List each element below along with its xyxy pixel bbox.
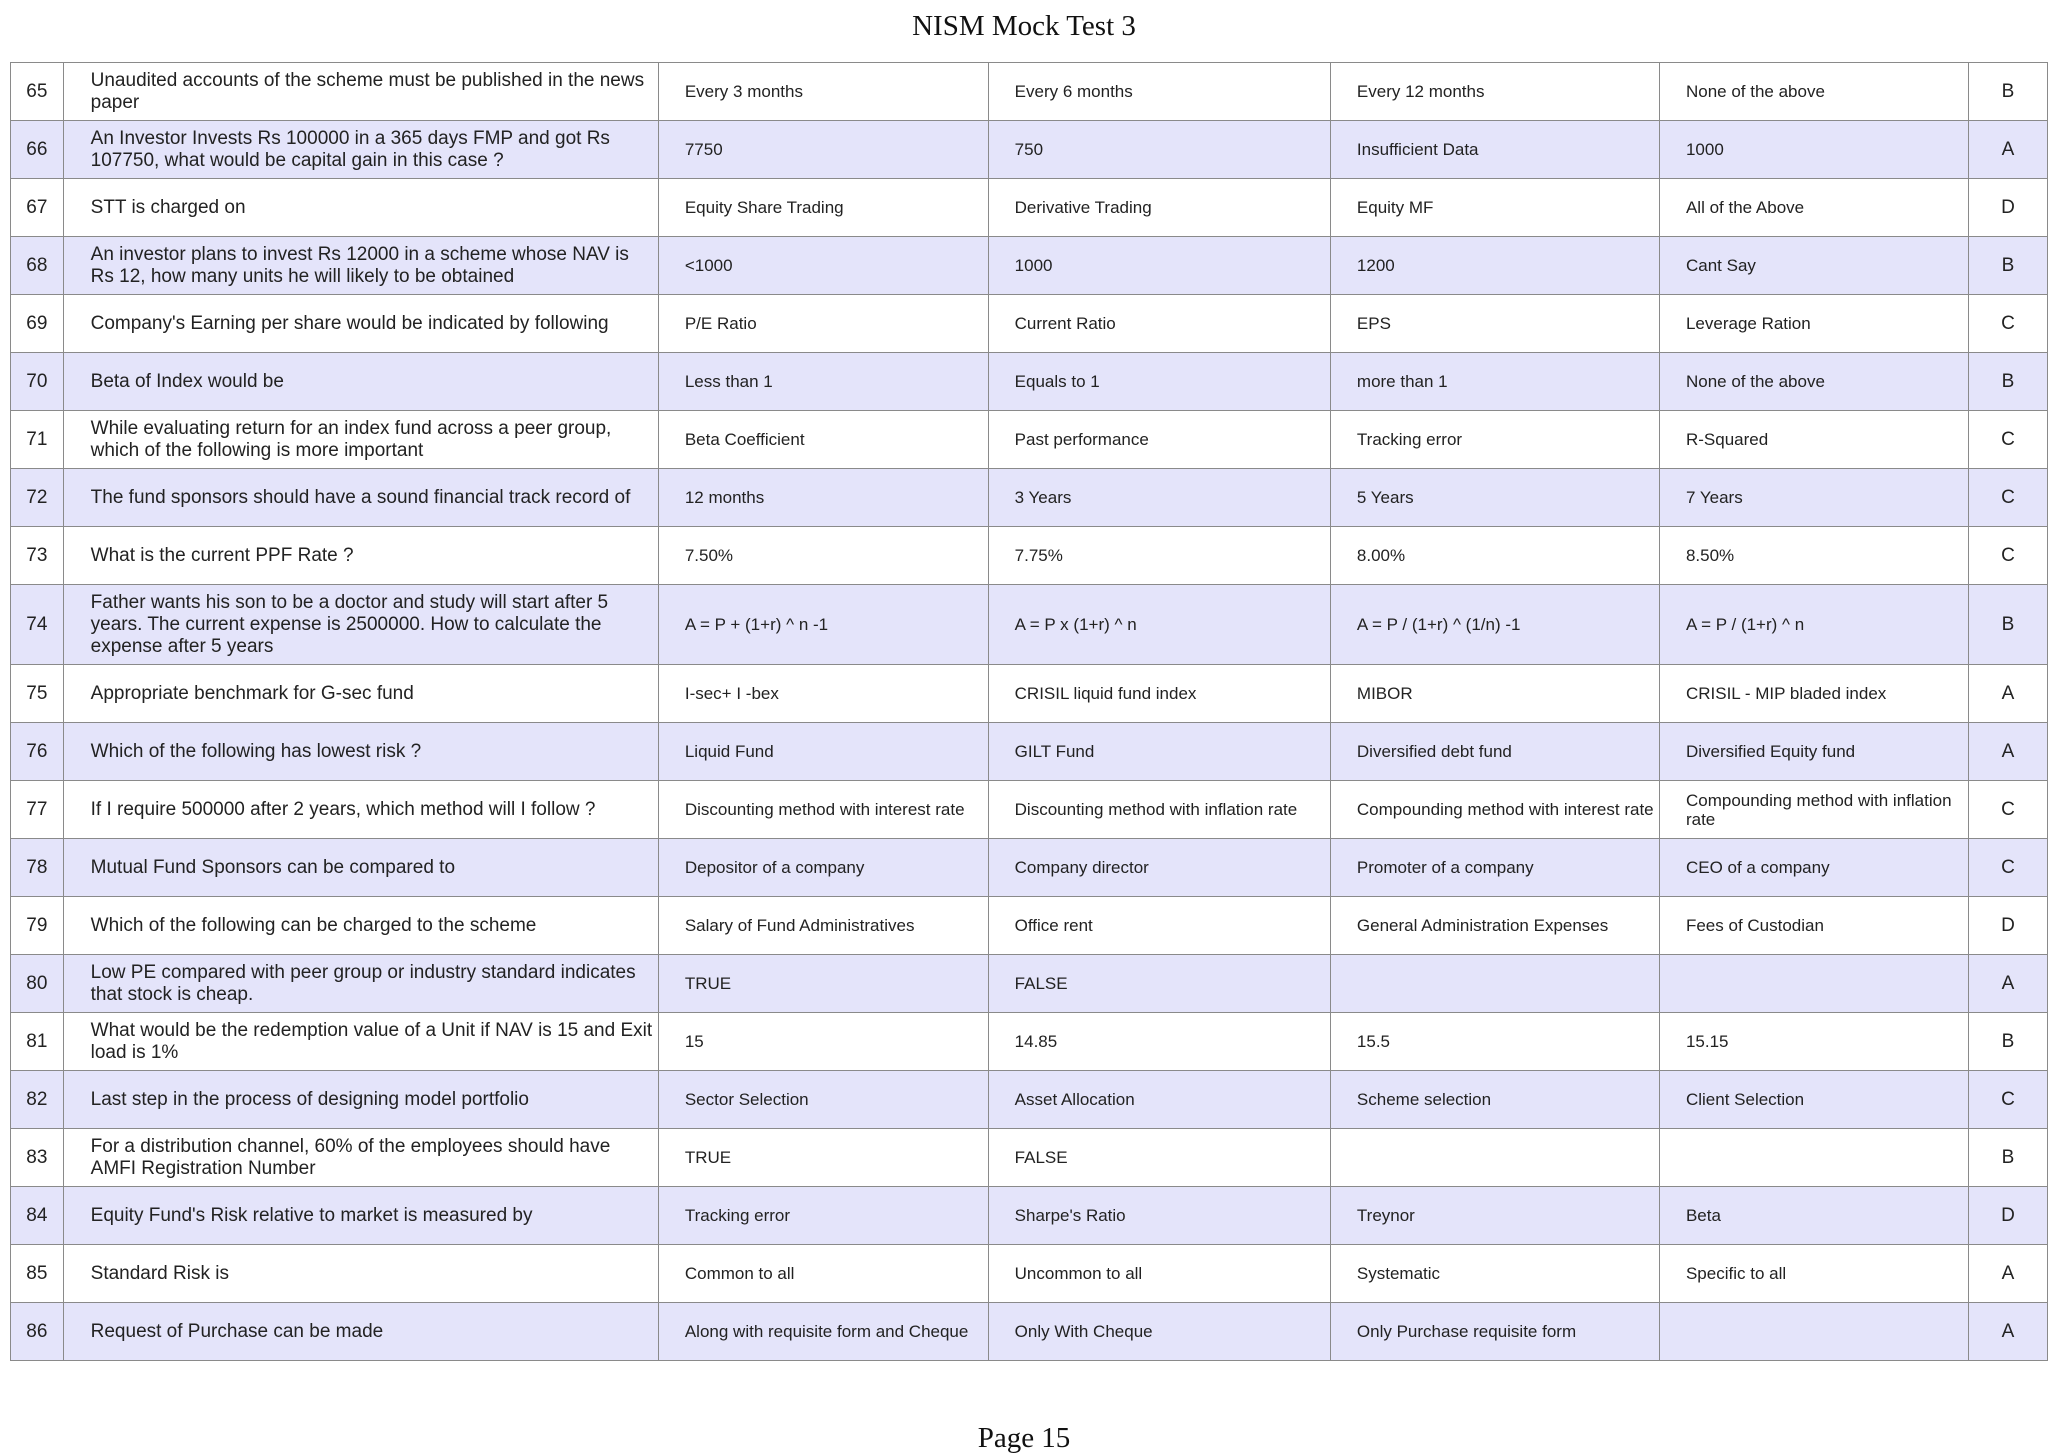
- answer: A: [1969, 1245, 2048, 1303]
- option-c: 15.5: [1330, 1013, 1659, 1071]
- answer: C: [1969, 1071, 2048, 1129]
- question-number: 83: [11, 1129, 64, 1187]
- option-a: 7.50%: [658, 527, 988, 585]
- question-number: 67: [11, 179, 64, 237]
- option-b: FALSE: [988, 955, 1330, 1013]
- option-d: Client Selection: [1659, 1071, 1968, 1129]
- option-c: Diversified debt fund: [1330, 723, 1659, 781]
- option-c: Tracking error: [1330, 411, 1659, 469]
- option-d: Leverage Ration: [1659, 295, 1968, 353]
- question-text: Beta of Index would be: [63, 353, 658, 411]
- option-a: A = P + (1+r) ^ n -1: [658, 585, 988, 665]
- option-d: [1659, 955, 1968, 1013]
- answer: A: [1969, 121, 2048, 179]
- answer: A: [1969, 665, 2048, 723]
- option-c: Scheme selection: [1330, 1071, 1659, 1129]
- option-b: Office rent: [988, 897, 1330, 955]
- option-c: Compounding method with interest rate: [1330, 781, 1659, 839]
- option-b: GILT Fund: [988, 723, 1330, 781]
- table-row: [11, 237, 2048, 295]
- question-text: For a distribution channel, 60% of the employees should have AMFI Registration Number: [63, 1129, 658, 1187]
- table-row: [11, 469, 2048, 527]
- answer: B: [1969, 63, 2048, 121]
- option-d: 15.15: [1659, 1013, 1968, 1071]
- option-d: A = P / (1+r) ^ n: [1659, 585, 1968, 665]
- option-d: Compounding method with inflation rate: [1659, 781, 1968, 839]
- table-row: [11, 839, 2048, 897]
- option-a: Salary of Fund Administratives: [658, 897, 988, 955]
- table-row: [11, 527, 2048, 585]
- question-text: An investor plans to invest Rs 12000 in a scheme whose NAV is Rs 12, how many units he will likely to be obtained: [63, 237, 658, 295]
- option-d: Specific to all: [1659, 1245, 1968, 1303]
- table-row: [11, 781, 2048, 839]
- option-d: CRISIL - MIP bladed index: [1659, 665, 1968, 723]
- option-b: 1000: [988, 237, 1330, 295]
- option-a: P/E Ratio: [658, 295, 988, 353]
- answer: C: [1969, 839, 2048, 897]
- option-a: Beta Coefficient: [658, 411, 988, 469]
- question-number: 75: [11, 665, 64, 723]
- option-a: Along with requisite form and Cheque: [658, 1303, 988, 1361]
- option-c: EPS: [1330, 295, 1659, 353]
- option-c: General Administration Expenses: [1330, 897, 1659, 955]
- option-c: A = P / (1+r) ^ (1/n) -1: [1330, 585, 1659, 665]
- option-b: 14.85: [988, 1013, 1330, 1071]
- option-c: Insufficient Data: [1330, 121, 1659, 179]
- option-a: Common to all: [658, 1245, 988, 1303]
- table-row: [11, 179, 2048, 237]
- table-row: [11, 1013, 2048, 1071]
- answer: C: [1969, 295, 2048, 353]
- answer: C: [1969, 781, 2048, 839]
- option-a: TRUE: [658, 955, 988, 1013]
- answer: B: [1969, 353, 2048, 411]
- question-text: Standard Risk is: [63, 1245, 658, 1303]
- table-row: [11, 665, 2048, 723]
- option-b: Every 6 months: [988, 63, 1330, 121]
- question-text: Last step in the process of designing model portfolio: [63, 1071, 658, 1129]
- question-number: 85: [11, 1245, 64, 1303]
- answer: A: [1969, 1303, 2048, 1361]
- option-b: Uncommon to all: [988, 1245, 1330, 1303]
- answer: B: [1969, 237, 2048, 295]
- table-row: [11, 411, 2048, 469]
- table-row: [11, 63, 2048, 121]
- option-d: 7 Years: [1659, 469, 1968, 527]
- option-d: [1659, 1303, 1968, 1361]
- answer: A: [1969, 955, 2048, 1013]
- question-text: What would be the redemption value of a Unit if NAV is 15 and Exit load is 1%: [63, 1013, 658, 1071]
- option-b: 3 Years: [988, 469, 1330, 527]
- question-number: 80: [11, 955, 64, 1013]
- question-text: STT is charged on: [63, 179, 658, 237]
- option-a: Equity Share Trading: [658, 179, 988, 237]
- table-row: [11, 1187, 2048, 1245]
- table-row: [11, 295, 2048, 353]
- option-b: Equals to 1: [988, 353, 1330, 411]
- option-a: Discounting method with interest rate: [658, 781, 988, 839]
- page-title: NISM Mock Test 3: [912, 10, 1136, 42]
- question-number: 68: [11, 237, 64, 295]
- table-row: [11, 1129, 2048, 1187]
- question-number: 73: [11, 527, 64, 585]
- option-b: Asset Allocation: [988, 1071, 1330, 1129]
- option-a: Every 3 months: [658, 63, 988, 121]
- option-d: None of the above: [1659, 353, 1968, 411]
- option-b: FALSE: [988, 1129, 1330, 1187]
- table-row: [11, 121, 2048, 179]
- page-number: Page 15: [977, 1422, 1071, 1454]
- option-b: Sharpe's Ratio: [988, 1187, 1330, 1245]
- option-d: 8.50%: [1659, 527, 1968, 585]
- option-b: A = P x (1+r) ^ n: [988, 585, 1330, 665]
- question-text: Which of the following can be charged to the scheme: [63, 897, 658, 955]
- option-d: Cant Say: [1659, 237, 1968, 295]
- option-a: I-sec+ I -bex: [658, 665, 988, 723]
- option-a: Liquid Fund: [658, 723, 988, 781]
- option-b: Past performance: [988, 411, 1330, 469]
- option-d: Fees of Custodian: [1659, 897, 1968, 955]
- option-d: Beta: [1659, 1187, 1968, 1245]
- option-c: Only Purchase requisite form: [1330, 1303, 1659, 1361]
- option-b: Company director: [988, 839, 1330, 897]
- question-number: 69: [11, 295, 64, 353]
- answer: A: [1969, 723, 2048, 781]
- question-number: 66: [11, 121, 64, 179]
- question-number: 74: [11, 585, 64, 665]
- answer: D: [1969, 179, 2048, 237]
- option-c: 5 Years: [1330, 469, 1659, 527]
- option-a: Less than 1: [658, 353, 988, 411]
- option-c: Equity MF: [1330, 179, 1659, 237]
- option-b: Only With Cheque: [988, 1303, 1330, 1361]
- option-b: Current Ratio: [988, 295, 1330, 353]
- question-text: An Investor Invests Rs 100000 in a 365 days FMP and got Rs 107750, what would be capital gain in this case ?: [63, 121, 658, 179]
- option-b: 7.75%: [988, 527, 1330, 585]
- option-c: 8.00%: [1330, 527, 1659, 585]
- table-row: [11, 723, 2048, 781]
- option-c: more than 1: [1330, 353, 1659, 411]
- question-number: 82: [11, 1071, 64, 1129]
- answer: B: [1969, 1129, 2048, 1187]
- question-text: Father wants his son to be a doctor and study will start after 5 years. The current expense is 2500000. How to calculate the expense after 5 years: [63, 585, 658, 665]
- question-text: If I require 500000 after 2 years, which method will I follow ?: [63, 781, 658, 839]
- question-text: Company's Earning per share would be indicated by following: [63, 295, 658, 353]
- option-a: Sector Selection: [658, 1071, 988, 1129]
- option-c: MIBOR: [1330, 665, 1659, 723]
- option-b: CRISIL liquid fund index: [988, 665, 1330, 723]
- option-d: R-Squared: [1659, 411, 1968, 469]
- table-row: [11, 955, 2048, 1013]
- table-row: [11, 353, 2048, 411]
- answer: C: [1969, 411, 2048, 469]
- option-c: Treynor: [1330, 1187, 1659, 1245]
- option-a: Depositor of a company: [658, 839, 988, 897]
- question-text: The fund sponsors should have a sound financial track record of: [63, 469, 658, 527]
- option-d: All of the Above: [1659, 179, 1968, 237]
- question-text: While evaluating return for an index fund across a peer group, which of the following is more important: [63, 411, 658, 469]
- question-text: Low PE compared with peer group or industry standard indicates that stock is cheap.: [63, 955, 658, 1013]
- question-number: 79: [11, 897, 64, 955]
- questions-table-body: [11, 63, 2048, 1361]
- answer: B: [1969, 585, 2048, 665]
- question-number: 86: [11, 1303, 64, 1361]
- answer: B: [1969, 1013, 2048, 1071]
- table-row: [11, 585, 2048, 665]
- option-a: TRUE: [658, 1129, 988, 1187]
- question-text: What is the current PPF Rate ?: [63, 527, 658, 585]
- option-c: 1200: [1330, 237, 1659, 295]
- option-b: 750: [988, 121, 1330, 179]
- question-number: 70: [11, 353, 64, 411]
- option-b: Discounting method with inflation rate: [988, 781, 1330, 839]
- table-row: [11, 1071, 2048, 1129]
- questions-table: [10, 62, 2048, 1361]
- option-d: 1000: [1659, 121, 1968, 179]
- question-text: Equity Fund's Risk relative to market is measured by: [63, 1187, 658, 1245]
- question-text: Unaudited accounts of the scheme must be published in the news paper: [63, 63, 658, 121]
- answer: D: [1969, 1187, 2048, 1245]
- answer: D: [1969, 897, 2048, 955]
- question-number: 84: [11, 1187, 64, 1245]
- option-d: Diversified Equity fund: [1659, 723, 1968, 781]
- question-number: 71: [11, 411, 64, 469]
- question-text: Appropriate benchmark for G-sec fund: [63, 665, 658, 723]
- option-a: 15: [658, 1013, 988, 1071]
- option-a: 7750: [658, 121, 988, 179]
- question-number: 78: [11, 839, 64, 897]
- option-c: Promoter of a company: [1330, 839, 1659, 897]
- option-b: Derivative Trading: [988, 179, 1330, 237]
- option-d: None of the above: [1659, 63, 1968, 121]
- question-number: 81: [11, 1013, 64, 1071]
- option-c: [1330, 1129, 1659, 1187]
- question-text: Which of the following has lowest risk ?: [63, 723, 658, 781]
- option-c: Systematic: [1330, 1245, 1659, 1303]
- question-text: Mutual Fund Sponsors can be compared to: [63, 839, 658, 897]
- question-number: 65: [11, 63, 64, 121]
- table-row: [11, 1303, 2048, 1361]
- option-a: Tracking error: [658, 1187, 988, 1245]
- option-a: 12 months: [658, 469, 988, 527]
- table-row: [11, 1245, 2048, 1303]
- question-text: Request of Purchase can be made: [63, 1303, 658, 1361]
- answer: C: [1969, 527, 2048, 585]
- option-d: [1659, 1129, 1968, 1187]
- answer: C: [1969, 469, 2048, 527]
- table-row: [11, 897, 2048, 955]
- question-number: 77: [11, 781, 64, 839]
- question-number: 76: [11, 723, 64, 781]
- question-number: 72: [11, 469, 64, 527]
- option-d: CEO of a company: [1659, 839, 1968, 897]
- option-a: <1000: [658, 237, 988, 295]
- option-c: Every 12 months: [1330, 63, 1659, 121]
- option-c: [1330, 955, 1659, 1013]
